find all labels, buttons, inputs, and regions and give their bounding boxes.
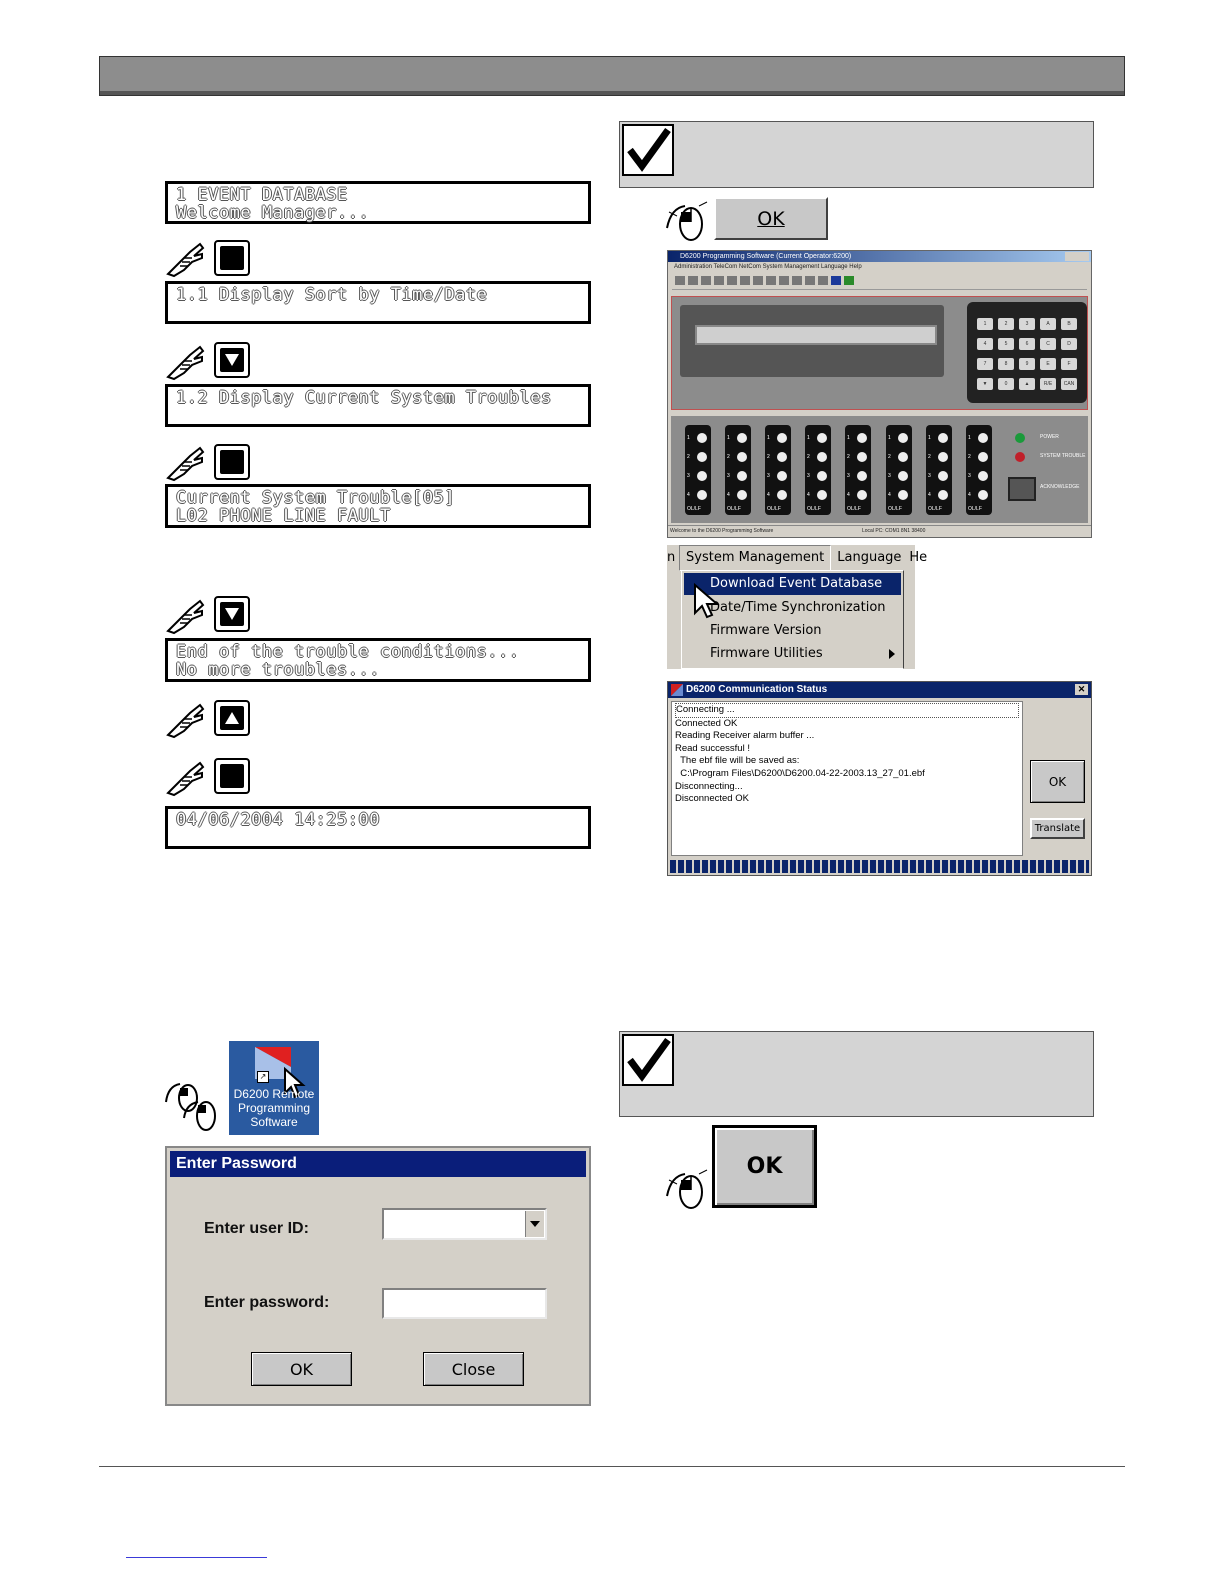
lcd-line: 1.1 Display Sort by Time/Date	[176, 285, 488, 305]
keypad-key[interactable]: 0	[998, 378, 1014, 390]
keypad-key[interactable]: 4	[977, 338, 993, 350]
lcd-screen-end-troubles	[165, 638, 591, 682]
lcd-screen-sort	[165, 281, 591, 324]
keypad-key[interactable]: 3	[1019, 318, 1035, 330]
menu-item-download-event-database[interactable]: Download Event Database	[684, 573, 901, 595]
header-bar	[99, 56, 1125, 96]
checkmark-icon	[622, 124, 674, 176]
keypad-key[interactable]: 6	[1019, 338, 1035, 350]
desktop-icon-label: D6200 Remote Programming Software	[233, 1087, 315, 1129]
dialog-title: Enter Password	[170, 1151, 586, 1177]
shortcut-arrow-icon: ↗	[257, 1071, 269, 1083]
menu-item-date-time-sync[interactable]: Date/Time Synchronization	[710, 600, 886, 615]
menu-bar[interactable]: Administration TeleCom NetCom System Management Language Help	[674, 264, 862, 270]
up-arrow-key-icon	[214, 700, 250, 736]
mouse-click-icon	[665, 198, 711, 244]
lcd-line: L02 PHONE LINE FAULT	[176, 506, 391, 526]
hand-press-icon	[166, 597, 206, 633]
large-ok-button[interactable]: OK	[712, 1125, 817, 1208]
power-label: POWER	[1040, 434, 1059, 440]
log-line: Disconnected OK	[675, 793, 749, 805]
menu-help[interactable]: He	[909, 550, 928, 565]
checkmark-icon	[622, 1034, 674, 1086]
lcd-line: Welcome Manager...	[176, 203, 370, 223]
receiver-lcd	[695, 325, 937, 345]
cursor-arrow-icon	[693, 583, 719, 619]
chevron-down-icon[interactable]	[525, 1211, 544, 1237]
enter-password-dialog	[165, 1146, 591, 1406]
app-logo-icon	[671, 684, 683, 696]
lcd-line: Current System Trouble[05]	[176, 488, 456, 508]
enter-key-icon	[214, 758, 250, 794]
keypad-key[interactable]: CAN	[1061, 378, 1077, 390]
status-log	[671, 701, 1023, 856]
lcd-line: 1.2 Display Current System Troubles	[176, 388, 552, 408]
hand-press-icon	[166, 444, 206, 480]
hand-press-icon	[166, 240, 206, 276]
user-id-label: Enter user ID:	[204, 1220, 309, 1237]
mouse-click-icon	[665, 1166, 711, 1212]
toolbar[interactable]	[672, 273, 1087, 290]
submenu-arrow-icon	[889, 649, 895, 659]
down-arrow-key-icon	[214, 342, 250, 378]
log-line: C:\Program Files\D6200\D6200.04-22-2003.13_27_01.ebf	[675, 767, 925, 779]
log-line: Disconnecting...	[675, 780, 743, 792]
lcd-line: End of the trouble conditions...	[176, 642, 520, 662]
zone-indicator: 1 2 3 4 OL/LF	[725, 425, 751, 515]
hand-press-icon	[166, 343, 206, 379]
keypad-key[interactable]: 2	[998, 318, 1014, 330]
status-bar: Welcome to the D6200 Programming Software Local PC: COM1 8N1 38400	[668, 525, 1091, 537]
log-line: Connecting ...	[675, 703, 1019, 718]
enter-key-icon	[214, 240, 250, 276]
note-box	[619, 121, 1094, 188]
user-id-input[interactable]	[382, 1208, 547, 1240]
keypad-key[interactable]: 1	[977, 318, 993, 330]
dialog-titlebar: D6200 Communication Status ✕	[668, 682, 1091, 698]
keypad-key[interactable]: 7	[977, 358, 993, 370]
keypad-key[interactable]: 5	[998, 338, 1014, 350]
zone-indicator: 1 2 3 4 OL/LF	[805, 425, 831, 515]
system-management-menu	[667, 545, 928, 669]
menu-system-management[interactable]: System Management	[679, 545, 831, 571]
footer-link-underline	[126, 1557, 267, 1558]
close-button[interactable]: Close	[423, 1352, 524, 1386]
mouse-double-click-icon	[164, 1078, 224, 1136]
system-trouble-label: SYSTEM TROUBLE	[1040, 453, 1086, 459]
lcd-screen-current-troubles	[165, 384, 591, 427]
lcd-line: 1 EVENT DATABASE	[176, 185, 348, 205]
zone-indicator: 1 2 3 4 OL/LF	[685, 425, 711, 515]
keypad-key[interactable]: F	[1061, 358, 1077, 370]
keypad-key[interactable]: D	[1061, 338, 1077, 350]
keypad-key[interactable]: 9	[1019, 358, 1035, 370]
close-icon[interactable]: ✕	[1075, 684, 1088, 695]
log-line: Reading Receiver alarm buffer ...	[675, 730, 815, 742]
keypad-key[interactable]: A	[1040, 318, 1056, 330]
window-titlebar: D6200 Programming Software (Current Operator:6200)	[668, 251, 1091, 262]
down-arrow-key-icon	[214, 596, 250, 632]
translate-button[interactable]: Translate	[1030, 818, 1085, 839]
ok-button[interactable]: OK	[714, 197, 828, 240]
menu-bar: n System Management Language He	[667, 545, 929, 569]
menu-item-firmware-version[interactable]: Firmware Version	[710, 623, 822, 638]
zone-indicator: 1 2 3 4 OL/LF	[845, 425, 871, 515]
hand-press-icon	[166, 759, 206, 795]
ok-button[interactable]: OK	[251, 1352, 352, 1386]
keypad-key[interactable]: C	[1040, 338, 1056, 350]
keypad-key[interactable]: B	[1061, 318, 1077, 330]
enter-key-icon	[214, 444, 250, 480]
hand-press-icon	[166, 701, 206, 737]
programming-software-window	[667, 250, 1092, 538]
receiver-panel	[671, 296, 1088, 410]
lcd-screen-event-database	[165, 181, 591, 224]
password-label: Enter password:	[204, 1294, 330, 1311]
keypad-key[interactable]: 8	[998, 358, 1014, 370]
keypad-key[interactable]: E	[1040, 358, 1056, 370]
keypad	[967, 302, 1087, 403]
keypad-key[interactable]: ▲	[1019, 378, 1035, 390]
menu-language[interactable]: Language	[837, 550, 902, 565]
power-led	[1015, 433, 1025, 443]
acknowledge-button[interactable]	[1008, 477, 1036, 501]
menu-item-firmware-utilities[interactable]: Firmware Utilities	[710, 646, 823, 661]
zone-indicator: 1 2 3 4 OL/LF	[926, 425, 952, 515]
keypad-key[interactable]: R/E	[1040, 378, 1056, 390]
note-box	[619, 1031, 1094, 1117]
zone-indicator: 1 2 3 4 OL/LF	[966, 425, 992, 515]
comm-ok-button[interactable]: OK	[1030, 760, 1085, 803]
log-line: The ebf file will be saved as:	[675, 755, 800, 767]
lcd-line: 04/06/2004 14:25:00	[176, 810, 380, 830]
progress-bar	[670, 860, 1089, 873]
password-input[interactable]	[382, 1288, 547, 1319]
lcd-screen-trouble-detail	[165, 484, 591, 528]
desktop-shortcut-icon[interactable]	[229, 1041, 319, 1135]
lcd-screen-date-time	[165, 806, 591, 849]
log-line: Connected OK	[675, 717, 738, 729]
zone-indicator: 1 2 3 4 OL/LF	[765, 425, 791, 515]
lcd-line: No more troubles...	[176, 660, 380, 680]
acknowledge-label: ACKNOWLEDGE	[1040, 484, 1080, 490]
communication-status-dialog	[667, 681, 1092, 876]
system-trouble-led	[1015, 452, 1025, 462]
zone-indicator: 1 2 3 4 OL/LF	[886, 425, 912, 515]
log-line: Read successful !	[675, 742, 750, 754]
footer-divider	[99, 1466, 1125, 1467]
keypad-key[interactable]: ▼	[977, 378, 993, 390]
